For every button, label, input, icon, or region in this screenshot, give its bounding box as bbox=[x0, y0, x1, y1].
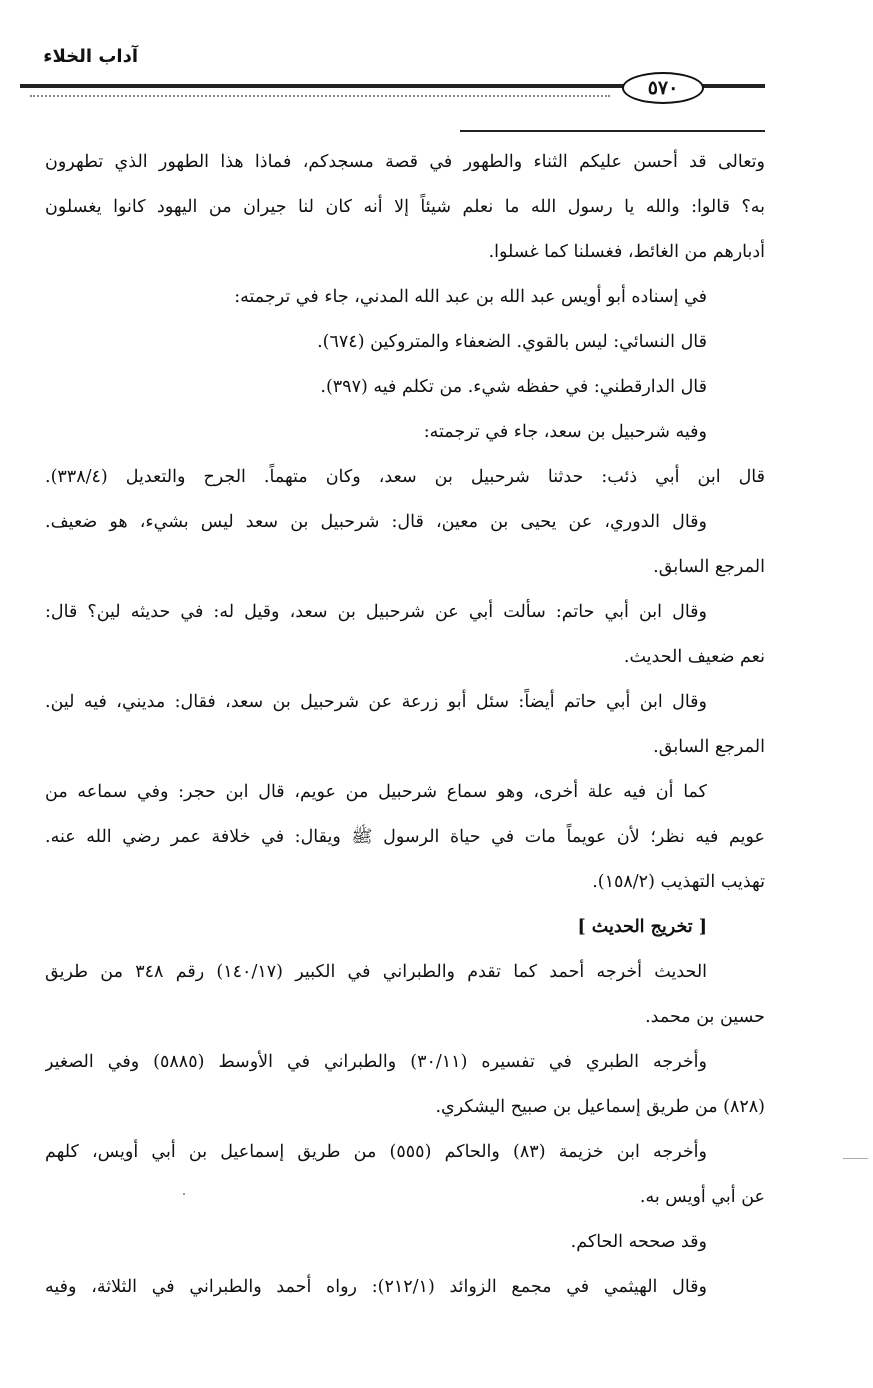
text-line: كما أن فيه علة أخرى، وهو سماع شرحبيل من عويم، قال ابن حجر: وفي سماعه من bbox=[45, 782, 707, 802]
text-line: وقال الهيثمي في مجمع الزوائد (٢١٢/١): رواه أحمد والطبراني في الثلاثة، وفيه bbox=[45, 1277, 707, 1297]
text-line: وأخرجه ابن خزيمة (٨٣) والحاكم (٥٥٥) من طريق إسماعيل بن أبي أويس، كلهم bbox=[45, 1142, 707, 1162]
speck bbox=[183, 1193, 185, 1195]
running-header-title: آداب الخلاء bbox=[43, 46, 138, 67]
header-dotted-rule bbox=[30, 95, 610, 99]
text-line: (٨٢٨) من طريق إسماعيل بن صبيح اليشكري. bbox=[435, 1097, 765, 1117]
text-line: وقد صححه الحاكم. bbox=[570, 1232, 707, 1252]
text-line: به؟ قالوا: والله يا رسول الله ما نعلم شيئاً إلا أنه كان لنا جيران من اليهود كانوا يغسلون bbox=[45, 197, 765, 217]
text-line: قال الدارقطني: في حفظه شيء. من تكلم فيه (٣٩٧). bbox=[320, 377, 707, 397]
text-line: نعم ضعيف الحديث. bbox=[623, 647, 765, 667]
text-line: الحديث أخرجه أحمد كما تقدم والطبراني في الكبير (١٤٠/١٧) رقم ٣٤٨ من طريق bbox=[45, 962, 708, 982]
text-line: وفيه شرحبيل بن سعد، جاء في ترجمته: bbox=[423, 422, 707, 442]
text-line: وقال ابن أبي حاتم أيضاً: سئل أبو زرعة عن شرحبيل بن سعد، فقال: مديني، فيه لين. bbox=[45, 692, 707, 712]
page-body bbox=[45, 140, 765, 1310]
text-line: عويم فيه نظر؛ لأن عويماً مات في حياة الرسول ﷺ ويقال: في خلافة عمر رضي الله عنه. bbox=[45, 827, 765, 847]
margin-mark bbox=[843, 1158, 868, 1159]
footnote-separator bbox=[460, 130, 765, 132]
text-line: في إسناده أبو أويس عبد الله بن عبد الله المدني، جاء في ترجمته: bbox=[234, 287, 707, 307]
text-line: حسين بن محمد. bbox=[645, 1007, 765, 1027]
text-line: المرجع السابق. bbox=[653, 737, 765, 757]
text-line: وتعالى قد أحسن عليكم الثناء والطهور في قصة مسجدكم، فماذا هذا الطهور الذي تطهرون bbox=[45, 152, 765, 172]
text-line: المرجع السابق. bbox=[653, 557, 765, 577]
page-number: ٥٧٠ bbox=[622, 72, 704, 104]
text-line: قال ابن أبي ذئب: حدثنا شرحبيل بن سعد، وكان متهماً. الجرح والتعديل (٣٣٨/٤). bbox=[45, 467, 765, 487]
text-line: وأخرجه الطبري في تفسيره (٣٠/١١) والطبراني في الأوسط (٥٨٨٥) وفي الصغير bbox=[45, 1052, 707, 1072]
text-line: عن أبي أويس به. bbox=[639, 1187, 765, 1207]
text-line: أدبارهم من الغائط، فغسلنا كما غسلوا. bbox=[488, 242, 765, 262]
text-line: وقال ابن أبي حاتم: سألت أبي عن شرحبيل بن سعد، وقيل له: في حديثه لين؟ قال: bbox=[45, 602, 707, 622]
text-line: وقال الدوري، عن يحيى بن معين، قال: شرحبيل بن سعد ليس بشيء، هو ضعيف. bbox=[45, 512, 707, 532]
text-line: قال النسائي: ليس بالقوي. الضعفاء والمتروكين (٦٧٤). bbox=[317, 332, 707, 352]
text-line: تهذيب التهذيب (١٥٨/٢). bbox=[592, 872, 765, 892]
section-heading: [ تخريج الحديث ] bbox=[577, 917, 707, 937]
